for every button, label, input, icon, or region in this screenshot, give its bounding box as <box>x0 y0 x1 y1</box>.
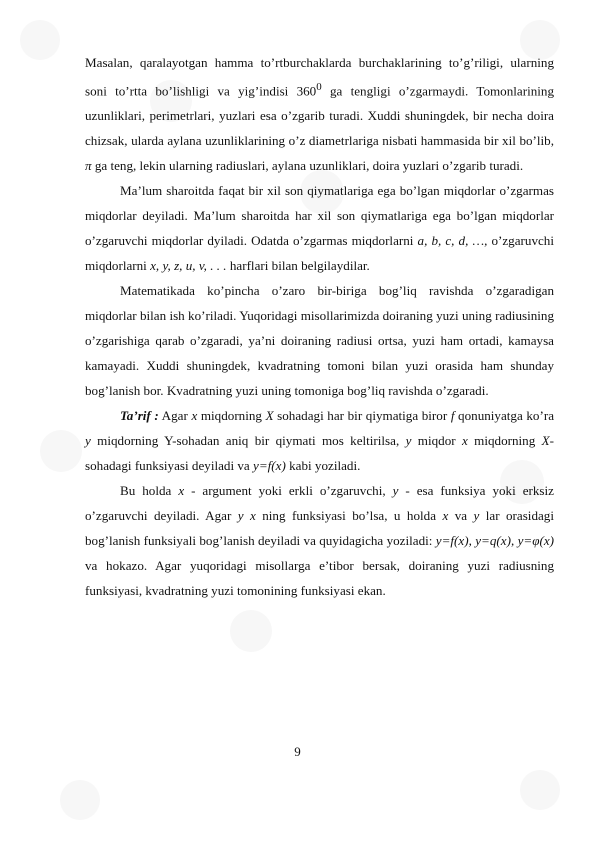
definition-paragraph: Ta’rif : Agar x miqdorning X sohadagi har bir qiymatiga biror f qonuniyatga ko’ra y miqdorning Y-sohadan aniq bir qiymati mos keltirilsa, y miqdor x miqdorning X-sohadagi funksiyasi deyiladi va y=f(x) kabi yoziladi. <box>85 408 555 474</box>
paragraph-5: Bu holda x - argument yoki erkli o’zgaruvchi, y - esa funksiya yoki erksiz o’zgaruvchi deyiladi. Agar y x ning funksiyasi bo’lsa, u holda x va y lar orasidagi bog’lanish funksiyali bog’lanish deyiladi va quyidagicha yoziladi: y=f(x), y=q(x), y=φ(x) va hokazo. Agar yuqoridagi misollarga e’tibor bersak, doiraning yuzi radiusning funksiyasi, kvadratning yuzi tomonining funksiyasi ekan. <box>85 483 554 599</box>
paragraph-2: Ma’lum sharoitda faqat bir xil son qiymatlariga ega bo’lgan miqdorlar o’zgarmas miqdorlar deyiladi. Ma’lum sharoitda har xil son qiymatlariga ega bo’lgan miqdorlar o’zgaruvchi miqdorlar dyiladi. Odatda o’zgarmas miqdorlarni a, b, c, d, …, o’zgaruvchi miqdorlarni x, y, z, u, v, . . . harflari bilan belgilaydilar. <box>85 183 554 274</box>
watermark-circle <box>520 770 560 810</box>
watermark-circle <box>60 780 100 820</box>
paragraph-1: Masalan, qaralayotgan hamma to’rtburchaklarda burchaklarining to’g’riligi, ularning soni to’rtta bo’lishligi va yig’indisi $360^0$ ga tengligi o’zgarmaydi. Tomonlarining uzunliklari, perimetrlari, yuzlari esa o’zgarib turadi. Xuddi shuningdek, bir necha doira chizsak, ularda aylana uzunliklarining o’z diametrlariga nisbati hammasida bir xil bo’lib, π ga teng, lekin ularning radiuslari, aylana uzunliklari, doira yuzlari o’zgarib turadi. <box>85 55 554 174</box>
watermark-circle <box>20 20 60 60</box>
watermark-circle <box>40 430 82 472</box>
page-number: 9 <box>294 744 301 759</box>
definition-label: Ta’rif : <box>120 408 159 424</box>
paragraph-3: Matematikada ko’pincha o’zaro bir-biriga bog’liq ravishda o’zgaradigan miqdorlar bilan ish ko’riladi. Yuqoridagi misollarimizda doiraning yuzi uning radiusining o’zgarishiga qarab o’zgaradi, ya’ni doiraning radiusi ortsa, yuzi ham ortadi, kamaysa kamayadi. Xuddi shuningdek, kvadratning tomoni bilan yuzi orasida ham shunday bog’lanish bor. Kvadratning yuzi uning tomoniga bog’liq ravishda o’zgaradi. <box>85 283 554 399</box>
watermark-circle <box>230 610 272 652</box>
body-text <box>85 50 554 603</box>
